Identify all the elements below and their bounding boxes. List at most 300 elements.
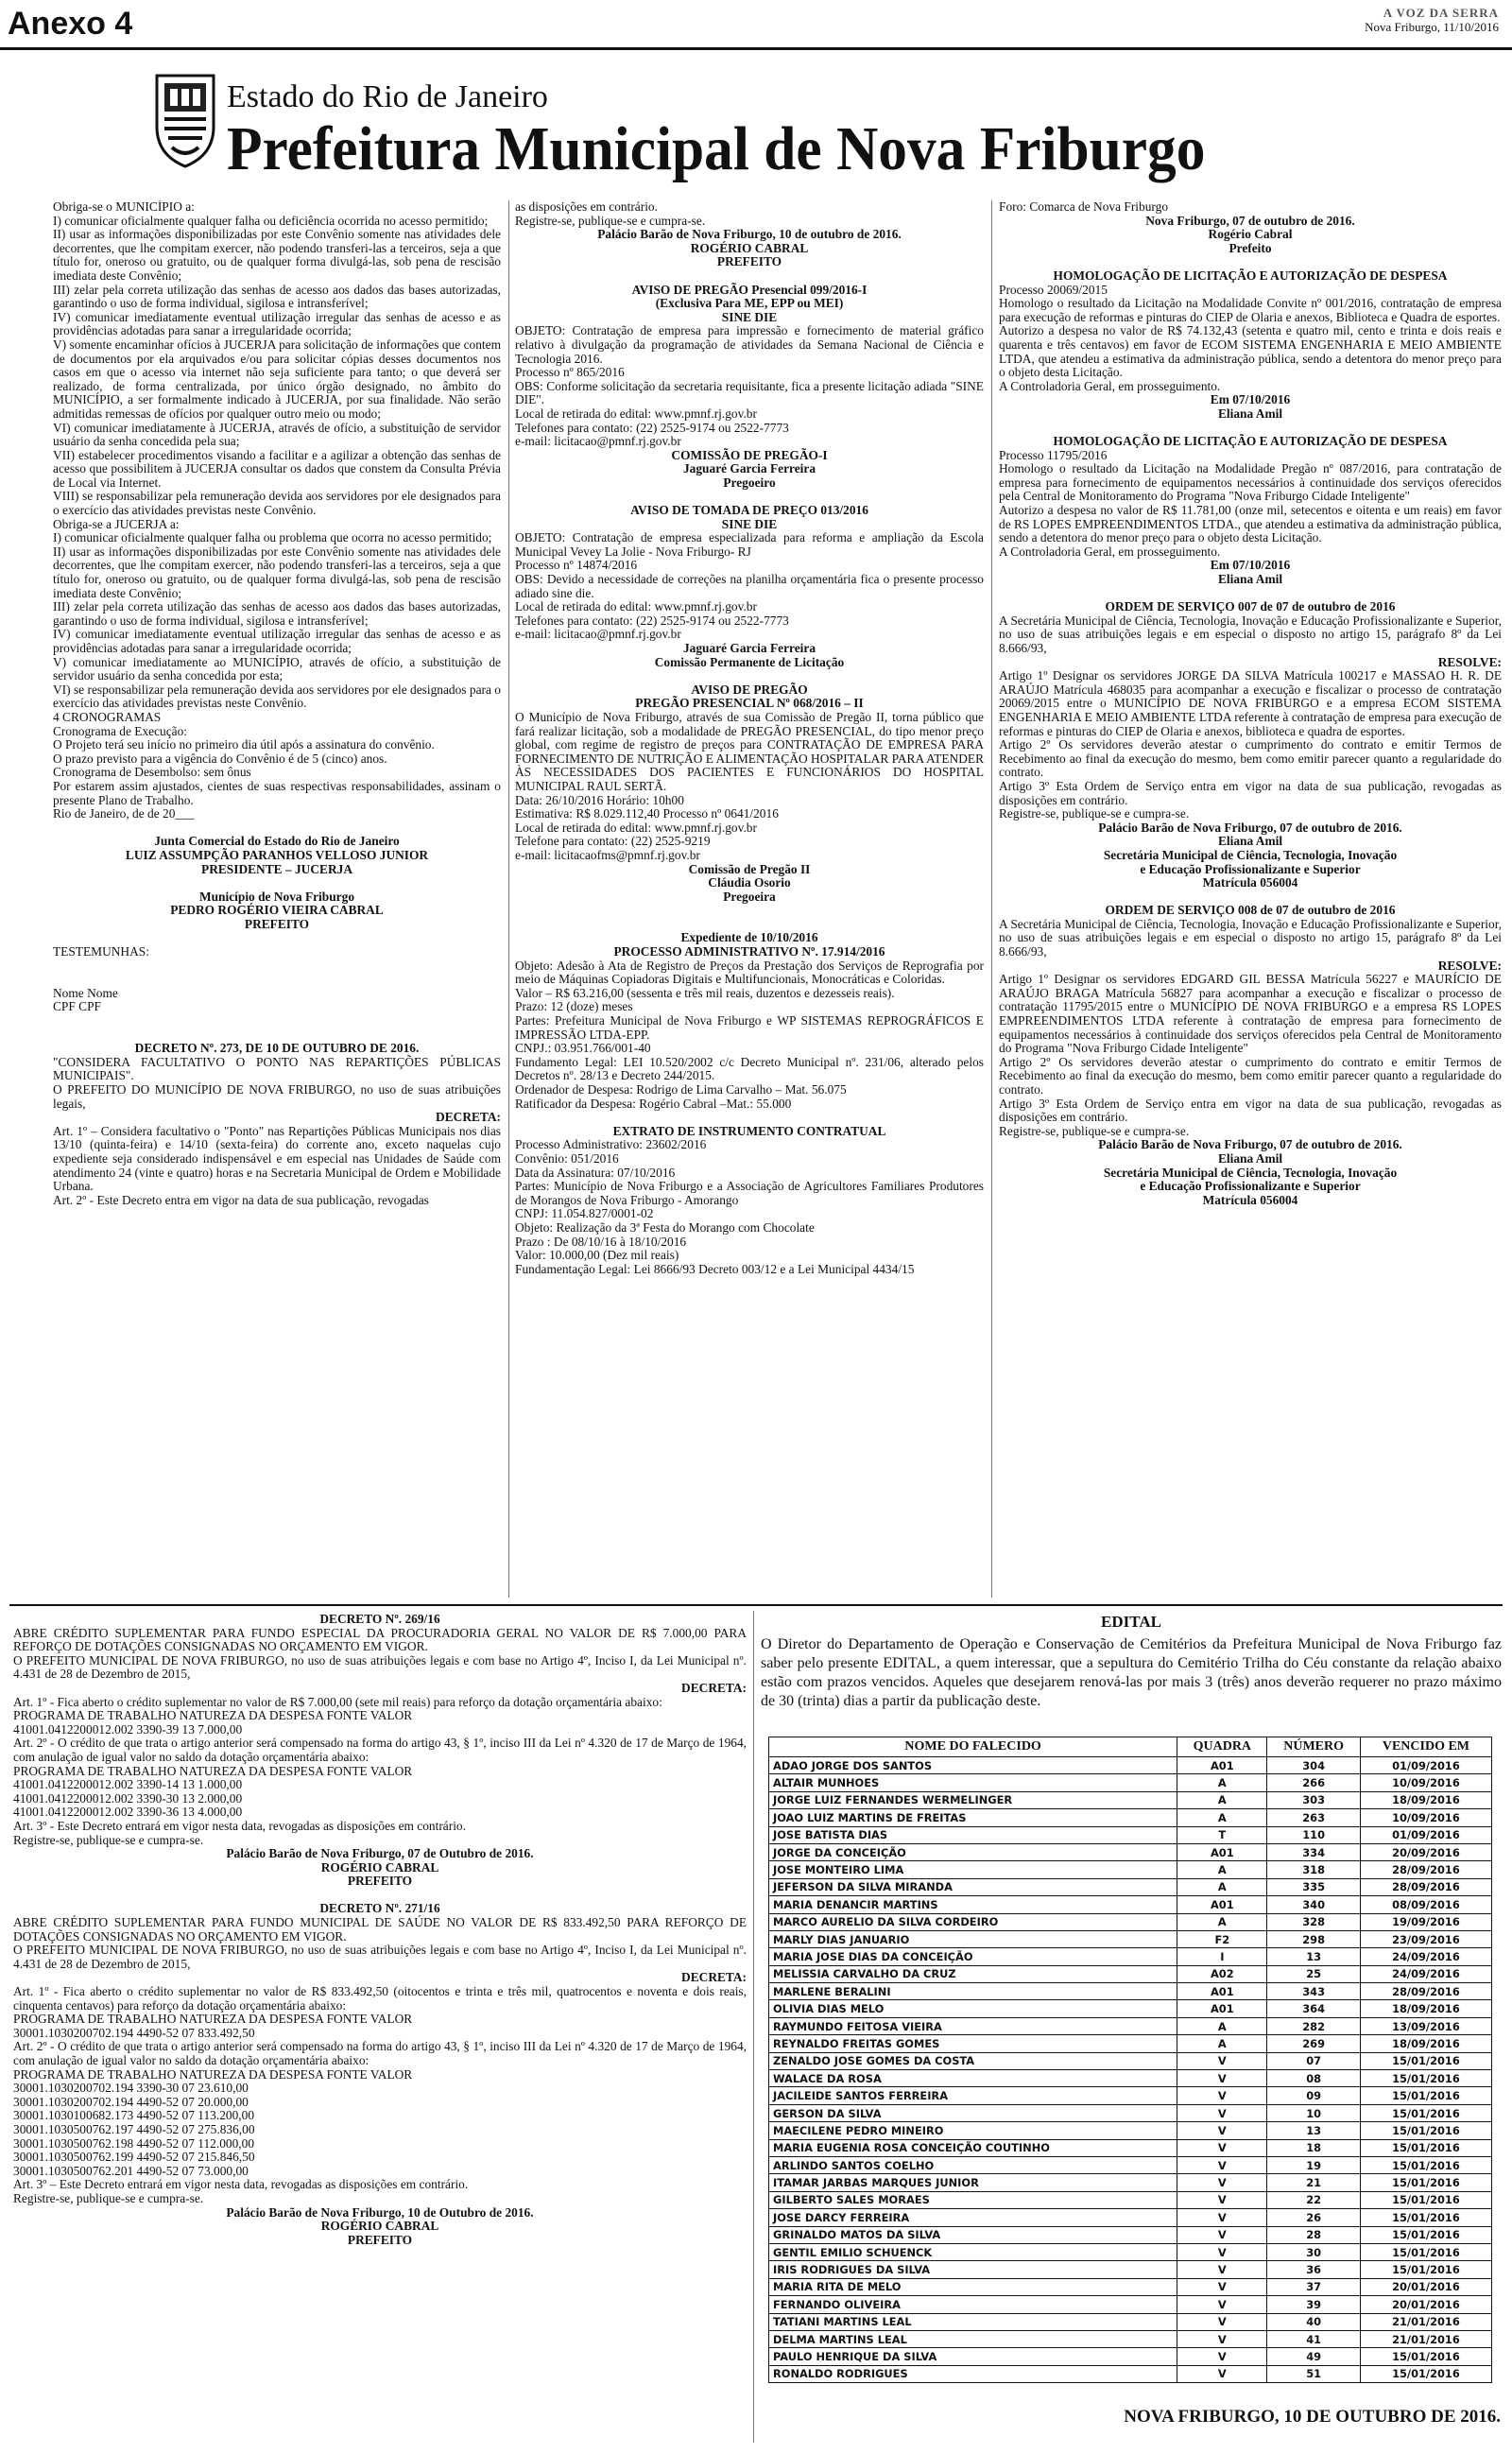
text-line: A Controladoria Geral, em prosseguimento.	[999, 544, 1221, 559]
text-line: VII) estabelecer procedimentos visando a facilitar e a agilizar a obtenção das senhas de acesso que possibilitem à JUCERJA consultar os dados que constem da Consulta Prévia de Local via Internet.	[53, 447, 501, 490]
column-2	[515, 200, 984, 1601]
table-cell: 18/09/2016	[1360, 2000, 1491, 2017]
text-line: Matrícula 056004	[1202, 875, 1298, 890]
table-cell: 304	[1267, 1757, 1360, 1774]
table-cell: MARIA EUGENIA ROSA CONCEIÇÃO COUTINHO	[769, 2139, 1177, 2156]
annex-label: Anexo 4	[8, 6, 133, 42]
text-line: Em 07/10/2016	[1210, 558, 1291, 573]
edital-section	[761, 1613, 1502, 2435]
text-line	[515, 669, 984, 683]
table-cell: 328	[1267, 1913, 1360, 1930]
table-cell: 18/09/2016	[1360, 1791, 1491, 1808]
table-cell: 266	[1267, 1774, 1360, 1791]
text-line: PROGRAMA DE TRABALHO NATUREZA DA DESPESA FONTE VALOR	[13, 2012, 413, 2027]
table-cell: MELISSIA CARVALHO DA CRUZ	[769, 1965, 1177, 1982]
table-cell: WALACE DA ROSA	[769, 2070, 1177, 2087]
table-cell: 19	[1267, 2156, 1360, 2173]
text-line: Palácio Barão de Nova Friburgo, 07 de Outubro de 2016.	[226, 1846, 534, 1861]
text-line: Processo Administrativo: 23602/2016	[515, 1137, 707, 1152]
text-line: Objeto: Adesão à Ata de Registro de Preços da Prestação dos Serviços de Reprografia por meio de Máquinas Copiadoras Digitais e Multifuncionais, Monocráticas e Coloridas.	[515, 958, 984, 987]
text-line: Autorizo a despesa no valor de R$ 74.132,43 (setenta e quatro mil, cento e trinta e dois reais e quarenta e três centavos) em favor de ECOM SISTEMA ENGENHARIA E MEIO AMBIENTE LTDA, que atendeu a estimativa da administração pública, sendo a detentora do menor preço para o objeto desta Licitação.	[999, 323, 1502, 380]
text-line: Palácio Barão de Nova Friburgo, 07 de outubro de 2016.	[1098, 820, 1402, 835]
text-line: e-mail: licitacao@pmnf.rj.gov.br	[515, 434, 681, 449]
table-row	[769, 2156, 1492, 2173]
text-line: Art. 1º - Fica aberto o crédito suplementar no valor de R$ 7.000,00 (sete mil reais) para reforço da dotação orçamentária abaixo:	[13, 1694, 662, 1709]
text-line	[515, 904, 984, 918]
text-line: PROGRAMA DE TRABALHO NATUREZA DA DESPESA FONTE VALOR	[13, 2066, 413, 2082]
text-line: CPF CPF	[53, 999, 101, 1014]
column-4	[13, 1613, 747, 2445]
table-cell: 08/09/2016	[1360, 1896, 1491, 1913]
text-line: Processo 20069/2015	[999, 282, 1108, 297]
text-line: Palácio Barão de Nova Friburgo, 10 de Outubro de 2016.	[226, 2204, 534, 2220]
table-row	[769, 2191, 1492, 2208]
table-row	[769, 2313, 1492, 2330]
table-cell: 10/09/2016	[1360, 1809, 1491, 1826]
table-cell: 24/09/2016	[1360, 1948, 1491, 1965]
text-line: O PREFEITO MUNICIPAL DE NOVA FRIBURGO, no uso de suas atribuições legais e com base no Artigo 4º, Inciso I, da Lei Municipal nº. 4.431 de 28 de Dezembro de 2015,	[13, 1652, 747, 1682]
text-line: A Secretária Municipal de Ciência, Tecnologia, Inovação e Educação Profissionalizante e Superior, no uso de suas atribuições legais e em especial o disposto no artigo 15, parágrafo 8º da Lei 8.666/93,	[999, 916, 1502, 959]
text-line: 30001.1030500762.201 4490-52 07 73.000,00	[13, 2163, 249, 2178]
table-cell: 28/09/2016	[1360, 1878, 1491, 1895]
text-line: Local de retirada do edital: www.pmnf.rj.gov.br	[515, 599, 757, 614]
text-line: PROCESSO ADMINISTRATIVO Nº. 17.914/2016	[613, 944, 885, 959]
table-cell: MARLY DIAS JANUARIO	[769, 1930, 1177, 1947]
table-cell: V	[1177, 2278, 1267, 2295]
table-row	[769, 2209, 1492, 2226]
text-line: ORDEM DE SERVIÇO 008 de 07 de outubro de 2016	[1105, 903, 1396, 918]
text-line: Em 07/10/2016	[1210, 392, 1291, 407]
text-line: TESTEMUNHAS:	[53, 944, 149, 959]
text-line	[999, 422, 1502, 436]
text-line: Rogério Cabral	[1208, 227, 1293, 242]
table-cell: JOSE BATISTA DIAS	[769, 1826, 1177, 1843]
table-cell: 10/09/2016	[1360, 1774, 1491, 1791]
table-cell: 28/09/2016	[1360, 1861, 1491, 1878]
table-cell: 01/09/2016	[1360, 1826, 1491, 1843]
column-divider	[753, 1611, 754, 2443]
table-cell: V	[1177, 2243, 1267, 2260]
text-line: V) somente encaminhar ofícios à JUCERJA para solicitação de informações que contem de documentos por ela arquivados e/ou para solicitar cópias desses documentos nos casos em que o acesso via internet não seja suficiente para tanto; o que deverá ser realizado, de forma centralizada, por único órgão designado, no âmbito do MUNICÍPIO, a ser formalmente indicado à JUCERJA, por sua finalidade. Não serão admitidas remessas de ofícios por qualquer outro meio ou modo;	[53, 337, 501, 421]
text-line: Valor – R$ 63.216,00 (sessenta e três mil reais, duzentos e dezesseis reais).	[515, 985, 895, 1000]
table-cell: 39	[1267, 2296, 1360, 2313]
table-cell: 25	[1267, 1965, 1360, 1982]
table-row	[769, 1809, 1492, 1826]
table-cell: V	[1177, 2365, 1267, 2382]
table-cell: ZENALDO JOSE GOMES DA COSTA	[769, 2052, 1177, 2069]
table-row	[769, 2070, 1492, 2087]
text-line: Partes: Prefeitura Municipal de Nova Friburgo e WP SISTEMAS REPROGRÁFICOS E IMPRESSÃO LTDA-EPP.	[515, 1013, 984, 1042]
text-line: 30001.1030100682.173 4490-52 07 113.200,00	[13, 2108, 255, 2123]
text-line: 30001.1030500762.197 4490-52 07 275.836,00	[13, 2121, 255, 2136]
text-line: AVISO DE PREGÃO Presencial 099/2016-I	[631, 282, 868, 297]
column-divider	[508, 200, 509, 1598]
table-cell: 21/01/2016	[1360, 2313, 1491, 2330]
text-line: VIII) se responsabilizar pela remuneração devida aos servidores por ele designados para o exercício das atividades previstas neste Convênio.	[53, 489, 501, 518]
text-line: Jaguaré Garcia Ferreira	[682, 641, 816, 655]
table-row	[769, 2174, 1492, 2191]
text-line: Eliana Amil	[1217, 1150, 1283, 1166]
text-line: 41001.0412200012.002 3390-30 13 2.000,00	[13, 1790, 243, 1806]
table-cell: T	[1177, 1826, 1267, 1843]
table-row	[769, 1965, 1492, 1982]
table-cell: 15/01/2016	[1360, 2087, 1491, 2104]
text-line: Município de Nova Friburgo	[198, 889, 355, 904]
table-cell: 15/01/2016	[1360, 2139, 1491, 2156]
text-line: A Controladoria Geral, em prosseguimento.	[999, 378, 1221, 393]
text-line: Nova Friburgo, 07 de outubro de 2016.	[1145, 213, 1355, 228]
table-cell: 263	[1267, 1809, 1360, 1826]
table-cell: 21/01/2016	[1360, 2330, 1491, 2347]
table-cell: 15/01/2016	[1360, 2156, 1491, 2173]
text-line: Registre-se, publique-se e cumpra-se.	[13, 1832, 204, 1847]
table-cell: 23/09/2016	[1360, 1930, 1491, 1947]
table-cell: 15/01/2016	[1360, 2226, 1491, 2243]
table-cell: 28	[1267, 2226, 1360, 2243]
table-row	[769, 1930, 1492, 1947]
table-cell: 19/09/2016	[1360, 1913, 1491, 1930]
table-cell: 303	[1267, 1791, 1360, 1808]
table-cell: V	[1177, 2330, 1267, 2347]
text-line: Obriga-se o MUNICÍPIO a:	[53, 200, 195, 214]
table-cell: 07	[1267, 2052, 1360, 2069]
newspaper-name: A VOZ DA SERRA	[1383, 6, 1499, 20]
text-line: PREFEITO	[716, 254, 782, 269]
table-cell: A	[1177, 1791, 1267, 1808]
text-line: Telefones para contato: (22) 2525-9174 ou 2522-7773	[515, 613, 789, 628]
text-line: Registre-se, publique-se e cumpra-se.	[13, 2190, 204, 2205]
table-row	[769, 1791, 1492, 1808]
table-row	[769, 2122, 1492, 2139]
text-line: 41001.0412200012.002 3390-39 13 7.000,00	[13, 1721, 243, 1737]
table-cell: V	[1177, 2313, 1267, 2330]
table-cell: 15/01/2016	[1360, 2261, 1491, 2278]
table-row	[769, 2035, 1492, 2052]
table-cell: RAYMUNDO FEITOSA VIEIRA	[769, 2017, 1177, 2034]
text-line	[515, 1111, 984, 1125]
table-cell: ADAO JORGE DOS SANTOS	[769, 1757, 1177, 1774]
table-cell: 40	[1267, 2313, 1360, 2330]
table-row	[769, 2017, 1492, 2034]
text-line: Jaguaré Garcia Ferreira	[682, 461, 816, 476]
table-cell: V	[1177, 2261, 1267, 2278]
table-row	[769, 2052, 1492, 2069]
text-line: Eliana Amil	[1217, 834, 1283, 849]
table-row	[769, 2365, 1492, 2382]
table-row	[769, 1843, 1492, 1860]
text-line: PEDRO ROGÉRIO VIEIRA CABRAL	[170, 903, 384, 918]
text-line: HOMOLOGAÇÃO DE LICITAÇÃO E AUTORIZAÇÃO DE DESPESA	[1053, 268, 1448, 283]
table-cell: 15/01/2016	[1360, 2104, 1491, 2121]
text-line: DECRETO Nº. 273, DE 10 DE OUTUBRO DE 2016.	[134, 1041, 420, 1056]
page-title: Prefeitura Municipal de Nova Friburgo	[227, 114, 1206, 183]
table-cell: FERNANDO OLIVEIRA	[769, 2296, 1177, 2313]
table-cell: 15/01/2016	[1360, 2122, 1491, 2139]
text-line: 41001.0412200012.002 3390-36 13 4.000,00	[13, 1805, 243, 1820]
table-cell: V	[1177, 2122, 1267, 2139]
state-name: Estado do Rio de Janeiro	[227, 79, 548, 114]
text-line: Art. 1º - Fica aberto o crédito suplementar no valor de R$ 833.492,50 (oitocentos e trinta e três mil, quatrocentos e noventa e dois reais, cinquenta centavos) para reforço da dotação orçamentária abaixo:	[13, 1984, 747, 2013]
text-line: Data: 26/10/2016 Horário: 10h00	[515, 792, 684, 807]
table-header: VENCIDO EM	[1360, 1737, 1491, 1757]
text-line: Artigo 1º Designar os servidores JORGE DA SILVA Matrícula 100217 e MASSAO H. R. DE ARAÚJO Matrícula 468035 para acompanhar a execução e fiscalizar o processo de contratação 20069/2015 entre o MUNICÍPIO DE NOVA FRIBURGO e a empresa ECOM SISTEMA ENGENHARIA E MEIO AMBIENTE LTDA referente à contratação de empresa para execução de reformas e pinturas do CIEP de Olaria e anexos, biblioteca e quadra de esportes.	[999, 668, 1502, 738]
table-row	[769, 2296, 1492, 2313]
table-cell: 36	[1267, 2261, 1360, 2278]
text-line: ROGÉRIO CABRAL	[320, 1859, 439, 1875]
table-cell: TATIANI MARTINS LEAL	[769, 2313, 1177, 2330]
table-cell: 22	[1267, 2191, 1360, 2208]
text-line: Artigo 3º Esta Ordem de Serviço entra em vigor na data de sua publicação, revogadas as disposições em contrário.	[999, 1096, 1502, 1125]
table-row	[769, 2261, 1492, 2278]
text-line: Local de retirada do edital: www.pmnf.rj.gov.br	[515, 820, 757, 835]
table-cell: MARCO AURELIO DA SILVA CORDEIRO	[769, 1913, 1177, 1930]
table-cell: 364	[1267, 2000, 1360, 2017]
text-line	[53, 973, 501, 987]
text-line	[515, 490, 984, 504]
table-cell: 343	[1267, 1983, 1360, 2000]
text-line: SINE DIE	[721, 516, 778, 531]
table-cell: A	[1177, 1913, 1267, 1930]
text-line: Matrícula 056004	[1202, 1192, 1298, 1207]
column-1	[53, 200, 501, 1601]
table-cell: 15/01/2016	[1360, 2191, 1491, 2208]
table-cell: A	[1177, 2017, 1267, 2034]
table-cell: V	[1177, 2348, 1267, 2365]
table-cell: 20/01/2016	[1360, 2278, 1491, 2295]
text-line: Art. 2º - O crédito de que trata o artigo anterior será compensado na forma do artigo 43, § 1º, inciso III da Lei nº 4.320 de 17 de Março de 1964, com anulação de igual valor no saldo da dotação orçamentária abaixo:	[13, 2039, 747, 2067]
table-cell: A	[1177, 1878, 1267, 1895]
table-cell: 15/01/2016	[1360, 2174, 1491, 2191]
table-row	[769, 2000, 1492, 2017]
text-line: Palácio Barão de Nova Friburgo, 07 de outubro de 2016.	[1098, 1137, 1402, 1152]
table-cell: 269	[1267, 2035, 1360, 2052]
text-line: Cláudia Osorio	[708, 875, 791, 890]
table-cell: ARLINDO SANTOS COELHO	[769, 2156, 1177, 2173]
text-line: e Educação Profissionalizante e Superior	[1140, 861, 1361, 876]
text-line: PREFEITO	[244, 916, 310, 931]
table-cell: V	[1177, 2104, 1267, 2121]
table-cell: 334	[1267, 1843, 1360, 1860]
text-line: Artigo 3º Esta Ordem de Serviço entra em vigor na data de sua publicação, revogadas as disposições em contrário.	[999, 778, 1502, 807]
text-line: Nome Nome	[53, 985, 118, 1000]
table-cell: I	[1177, 1948, 1267, 1965]
table-cell: 18/09/2016	[1360, 2035, 1491, 2052]
text-line	[515, 918, 984, 932]
table-cell: JOSE DARCY FERREIRA	[769, 2209, 1177, 2226]
text-line: PROGRAMA DE TRABALHO NATUREZA DA DESPESA FONTE VALOR	[13, 1708, 413, 1723]
table-cell: 18	[1267, 2139, 1360, 2156]
text-line: Data da Assinatura: 07/10/2016	[515, 1165, 676, 1180]
text-line: Secretária Municipal de Ciência, Tecnologia, Inovação	[1103, 1165, 1398, 1180]
edital-title: EDITAL	[1101, 1613, 1161, 1631]
table-cell: 28/09/2016	[1360, 1983, 1491, 2000]
table-cell: JORGE DA CONCEIÇÃO	[769, 1843, 1177, 1860]
text-line: Art. 2º - O crédito de que trata o artigo anterior será compensado na forma do artigo 43, § 1º, inciso III da Lei nº 4.320 de 17 de Março de 1964, com anulação de igual valor no saldo da dotação orçamentária abaixo:	[13, 1736, 747, 1764]
text-line: PROGRAMA DE TRABALHO NATUREZA DA DESPESA FONTE VALOR	[13, 1763, 413, 1778]
column-divider	[991, 200, 992, 1598]
text-line: Homologo o resultado da Licitação na Modalidade Pregão nº 087/2016, para contratação de empresa para fornecimento de equipamentos necessários à continuidade dos serviços oferecidos pela Central de Monitoramento do Programa "Nova Friburgo Cidade Inteligente"	[999, 461, 1502, 504]
table-cell: V	[1177, 2087, 1267, 2104]
text-line: 30001.1030200702.194 3390-30 07 23.610,00	[13, 2081, 249, 2096]
text-line: LUIZ ASSUMPÇÃO PARANHOS VELLOSO JUNIOR	[125, 847, 429, 862]
table-cell: A01	[1177, 1896, 1267, 1913]
text-line: ABRE CRÉDITO SUPLEMENTAR PARA FUNDO ESPECIAL DA PROCURADORIA GERAL NO VALOR DE R$ 7.000,00 PARA REFORÇO DE DOTAÇÕES CONSIGNADAS NO ORÇAMENTO EM VIGOR.	[13, 1625, 747, 1654]
table-cell: V	[1177, 2191, 1267, 2208]
footer-date: NOVA FRIBURGO, 10 DE OUTUBRO DE 2016.	[1124, 2407, 1501, 2427]
table-cell: GILBERTO SALES MORAES	[769, 2191, 1177, 2208]
text-line: Convênio: 051/2016	[515, 1150, 619, 1166]
table-row	[769, 2278, 1492, 2295]
table-cell: 21	[1267, 2174, 1360, 2191]
text-line: PREFEITO	[347, 1874, 413, 1889]
text-line: RESOLVE:	[1437, 654, 1502, 669]
table-cell: 318	[1267, 1861, 1360, 1878]
table-cell: JACILEIDE SANTOS FERREIRA	[769, 2087, 1177, 2104]
table-cell: A	[1177, 1861, 1267, 1878]
table-cell: IRIS RODRIGUES DA SILVA	[769, 2261, 1177, 2278]
text-line: Artigo 1º Designar os servidores EDGARD GIL BESSA Matrícula 56227 e MAURÍCIO DE ARAÚJO BRAGA Matrícula 56827 para acompanhar a execução e fiscalizar o processo de contratação 11795/2015 entre o MUNICÍPIO DE NOVA FRIBURGO e a empresa RS LOPES EMPREENDIMENTOS LTDA referente à contratação de empresa para fornecimento de equipamentos necessários à continuidade dos serviços oferecidos pela Central de Monitoramento do Programa "Nova Friburgo Cidade Inteligente"	[999, 972, 1502, 1056]
table-cell: MARIA DENANCIR MARTINS	[769, 1896, 1177, 1913]
text-line: Fundamentação Legal: Lei 8666/93 Decreto 003/12 e a Lei Municipal 4434/15	[515, 1261, 915, 1276]
table-row	[769, 2348, 1492, 2365]
table-row	[769, 2330, 1492, 2347]
table-row	[769, 1896, 1492, 1913]
text-line: O Projeto terá seu início no primeiro dia útil após a assinatura do convênio.	[53, 737, 435, 752]
text-line: DECRETA:	[436, 1110, 501, 1125]
text-line: HOMOLOGAÇÃO DE LICITAÇÃO E AUTORIZAÇÃO DE DESPESA	[1053, 434, 1448, 449]
table-cell: A01	[1177, 1983, 1267, 2000]
text-line: I) comunicar oficialmente qualquer falha ou problema que ocorra no acesso permitido;	[53, 530, 492, 545]
table-cell: A	[1177, 2035, 1267, 2052]
text-line: Registre-se, publique-se e cumpra-se.	[999, 1123, 1190, 1138]
text-line	[515, 269, 984, 284]
text-line	[13, 1889, 747, 1903]
table-cell: 49	[1267, 2348, 1360, 2365]
table-cell: 37	[1267, 2278, 1360, 2295]
table-cell: 20/01/2016	[1360, 2296, 1491, 2313]
table-cell: 335	[1267, 1878, 1360, 1895]
table-cell: 10	[1267, 2104, 1360, 2121]
table-cell: 15/01/2016	[1360, 2209, 1491, 2226]
text-line: Ordenador de Despesa: Rodrigo de Lima Carvalho – Mat. 56.075	[515, 1082, 847, 1097]
text-line: II) usar as informações disponibilizadas por este Convênio somente nas atividades dele decorrentes, que lhe compitam exercer, não podendo transferi-las a terceiros, seja a que título for, oneroso ou gratuito, ou de qualquer forma divulgá-las, sob pena de rescisão imediata deste Convênio;	[53, 227, 501, 283]
table-cell: 15/01/2016	[1360, 2052, 1491, 2069]
text-line: Objeto: Realização da 3ª Festa do Morango com Chocolate	[515, 1219, 815, 1235]
text-line: Foro: Comarca de Nova Friburgo	[999, 200, 1169, 214]
text-line: OBJETO: Contratação de empresa para impressão e fornecimento de material gráfico relativo à divulgação da programação de atividades da Semana Nacional de Ciência e Tecnologia 2016.	[515, 323, 984, 366]
text-line: DECRETA:	[681, 1970, 747, 1985]
table-cell: 110	[1267, 1826, 1360, 1843]
text-line: ROGÉRIO CABRAL	[320, 2219, 439, 2234]
text-line: Artigo 2º Os servidores deverão atestar o cumprimento do contrato e emitir Termos de Recebimento ao final da execução do mesmo, bem como emitir parecer quanto a regularidade do contrato.	[999, 737, 1502, 780]
text-line: Eliana Amil	[1217, 572, 1283, 587]
table-row	[769, 2226, 1492, 2243]
text-line: Ratificador da Despesa: Rogério Cabral –Mat.: 55.000	[515, 1096, 792, 1111]
text-line: 30001.1030500762.199 4490-52 07 215.846,50	[13, 2150, 255, 2165]
text-line: VI) comunicar imediatamente à JUCERJA, através de ofício, a substituição de servidor usuário da senha concedida pela sua;	[53, 420, 501, 449]
table-cell: 15/01/2016	[1360, 2365, 1491, 2382]
table-row	[769, 1913, 1492, 1930]
text-line: Art. 3º – Este Decreto entrará em vigor nesta data, revogadas as disposições em contrário.	[13, 2177, 469, 2192]
masthead	[227, 79, 1279, 183]
text-line	[999, 890, 1502, 905]
text-line: O prazo previsto para a vigência do Convênio é de 5 (cinco) anos.	[53, 751, 387, 766]
text-line: CNPJ.: 03.951.766/001-40	[515, 1041, 651, 1056]
text-line: EXTRATO DE INSTRUMENTO CONTRATUAL	[612, 1123, 886, 1138]
table-row	[769, 1878, 1492, 1895]
text-line: e-mail: licitacao@pmnf.rj.gov.br	[515, 627, 681, 642]
top-rule	[0, 47, 1512, 50]
text-line: Registre-se, publique-se e cumpra-se.	[515, 213, 706, 228]
table-cell: V	[1177, 2052, 1267, 2069]
table-cell: 13/09/2016	[1360, 2017, 1491, 2034]
text-line	[53, 1014, 501, 1028]
text-line: Obriga-se a JUCERJA a:	[53, 516, 180, 531]
text-line: III) zelar pela correta utilização das senhas de acesso aos dados das bases autorizadas, garantindo o uso de forma individual, sigilosa e intransferível;	[53, 599, 501, 628]
text-line: PREFEITO	[347, 2232, 413, 2247]
text-line: Comissão Permanente de Licitação	[654, 654, 845, 669]
text-line: Estimativa: R$ 8.029.112,40 Processo nº 0641/2016	[515, 806, 779, 821]
text-line: Telefone para contato: (22) 2525-9219	[515, 834, 711, 849]
text-line: Art. 3º - Este Decreto entrará em vigor nesta data, revogadas as disposições em contrário.	[13, 1818, 466, 1833]
text-line: O PREFEITO MUNICIPAL DE NOVA FRIBURGO, no uso de suas atribuições legais e com base no Artigo 4º, Inciso I, da Lei Municipal nº. 4.431 de 28 de Dezembro de 2015,	[13, 1943, 747, 1971]
text-line: Comissão de Pregão II	[688, 861, 811, 876]
text-line: Prefeito	[1228, 240, 1272, 255]
text-line: Homologo o resultado da Licitação na Modalidade Convite nº 001/2016, contratação de empresa para execução de reformas e pinturas do CIEP de Olaria e anexos, Biblioteca e Quadra de esportes.	[999, 296, 1502, 324]
table-cell: 15/01/2016	[1360, 2243, 1491, 2260]
table-cell: MARLENE BERALINI	[769, 1983, 1177, 2000]
table-cell: MAECILENE PEDRO MINEIRO	[769, 2122, 1177, 2139]
table-cell: GERSON DA SILVA	[769, 2104, 1177, 2121]
table-cell: V	[1177, 2174, 1267, 2191]
text-line	[999, 255, 1502, 269]
text-line	[53, 876, 501, 890]
table-cell: 282	[1267, 2017, 1360, 2034]
table-cell: 51	[1267, 2365, 1360, 2382]
table-cell: JOAO LUIZ MARTINS DE FREITAS	[769, 1809, 1177, 1826]
table-cell: A01	[1177, 2000, 1267, 2017]
text-line: V) comunicar imediatamente ao MUNICÍPIO, através de ofício, a substituição de servidor usuário da senha concedida por esta;	[53, 654, 501, 683]
table-cell: OLIVIA DIAS MELO	[769, 2000, 1177, 2017]
text-line: Fundamento Legal: LEI 10.520/2002 c/c Decreto Municipal nº. 231/06, alterado pelos Decretos nº. 28/13 e Decreto 244/2015.	[515, 1054, 984, 1083]
text-line: AVISO DE TOMADA DE PREÇO 013/2016	[630, 503, 868, 518]
text-line: Por estarem assim ajustados, cientes de suas respectivas responsabilidades, assinam o presente Plano de Trabalho.	[53, 778, 501, 807]
table-cell: GENTIL EMILIO SCHUENCK	[769, 2243, 1177, 2260]
text-line: Cronograma de Execução:	[53, 723, 188, 738]
text-line: 30001.1030500762.198 4490-52 07 112.000,00	[13, 2135, 255, 2151]
text-line: O PREFEITO DO MUNICÍPIO DE NOVA FRIBURGO, no uso de suas atribuições legais,	[53, 1082, 501, 1111]
text-line: OBJETO: Contratação de empresa especializada para reforma e ampliação da Escola Municipal Vevey La Jolie - Nova Friburgo- RJ	[515, 530, 984, 559]
text-line: Eliana Amil	[1217, 406, 1283, 421]
table-cell: V	[1177, 2226, 1267, 2243]
text-line: IV) comunicar imediatamente eventual utilização irregular das senhas de acesso e as providências adotadas para sanar a irregularidade ocorrida;	[53, 627, 501, 655]
text-line: Pregoeiro	[723, 475, 776, 490]
table-cell: 298	[1267, 1930, 1360, 1947]
text-line: Registre-se, publique-se e cumpra-se.	[999, 806, 1190, 821]
burial-table	[768, 1737, 1492, 2383]
text-line: VI) se responsabilizar pela remuneração devida aos servidores por ele designados para o exercício das atividades previstas neste Convênio.	[53, 682, 501, 711]
table-cell: DELMA MARTINS LEAL	[769, 2330, 1177, 2347]
table-cell: JORGE LUIZ FERNANDES WERMELINGER	[769, 1791, 1177, 1808]
table-row	[769, 1774, 1492, 1791]
text-line: e Educação Profissionalizante e Superior	[1140, 1179, 1361, 1194]
text-line: III) zelar pela correta utilização das senhas de acesso aos dados das bases autorizadas, garantindo o uso de forma individual, sigilosa e intransferível;	[53, 282, 501, 311]
table-cell: V	[1177, 2209, 1267, 2226]
text-line: Expediente de 10/10/2016	[680, 930, 818, 945]
text-line: Rio de Janeiro, de de 20___	[53, 806, 195, 821]
text-line: A Secretária Municipal de Ciência, Tecnologia, Inovação e Educação Profissionalizante e Superior, no uso de suas atribuições legais e em especial o disposto no artigo 15, parágrafo 8º da Lei 8.666/93,	[999, 613, 1502, 655]
table-cell: MARIA JOSE DIAS DA CONCEIÇÃO	[769, 1948, 1177, 1965]
